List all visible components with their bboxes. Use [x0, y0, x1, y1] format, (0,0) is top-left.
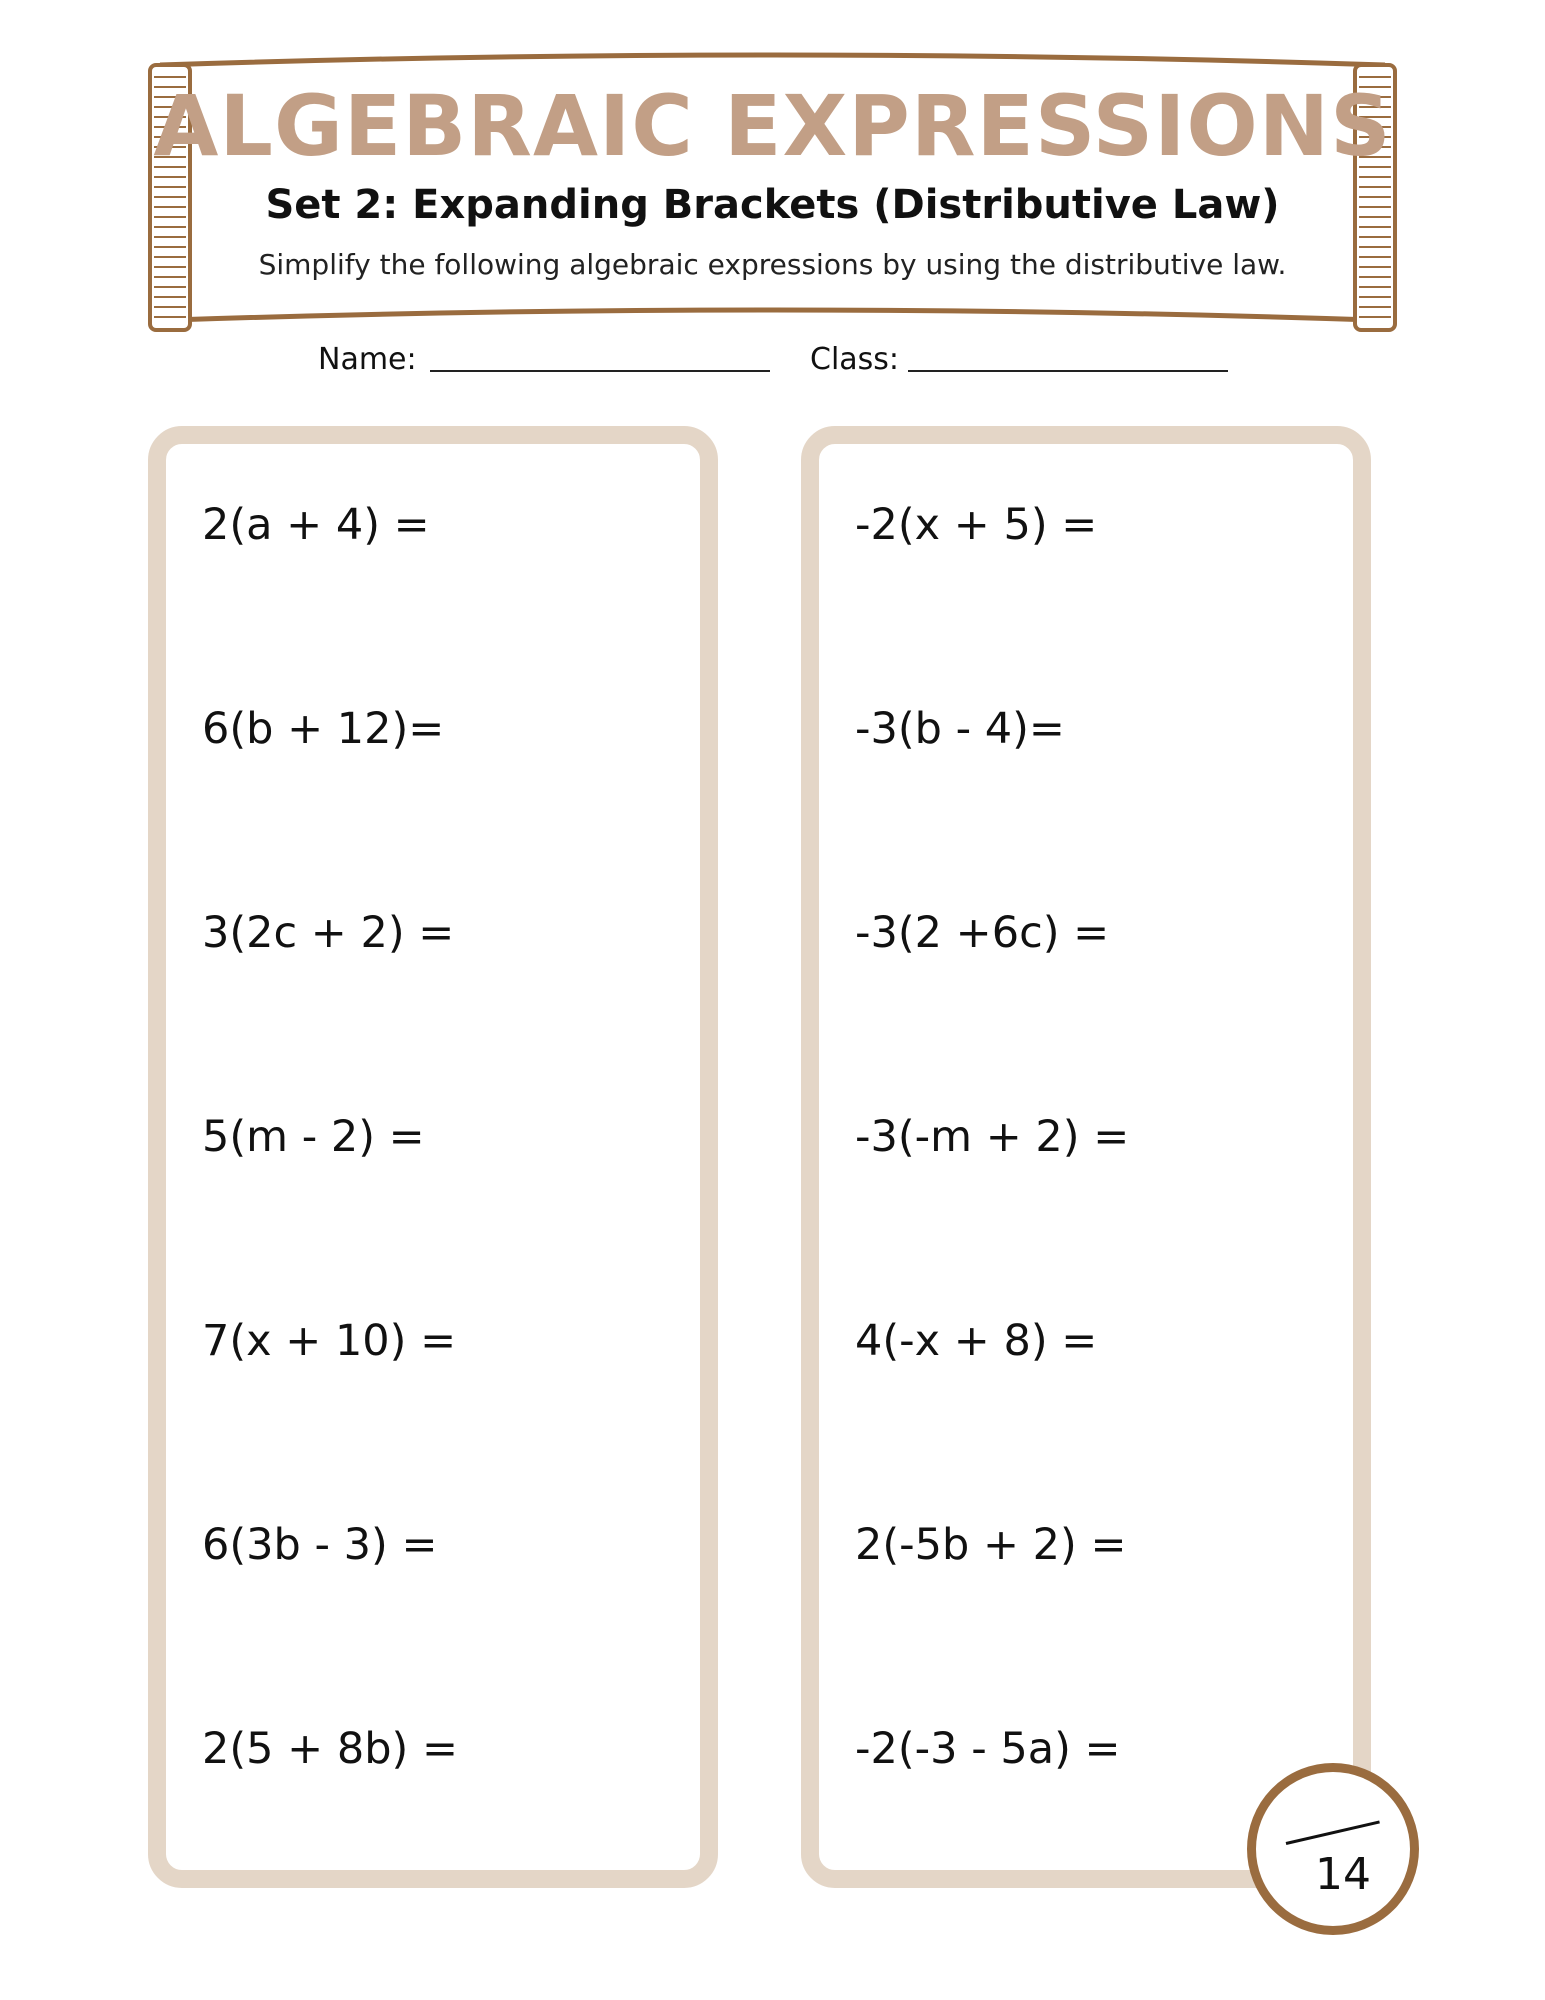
problem-13: 2(-5b + 2) = [855, 1520, 1127, 1570]
name-label: Name: [318, 342, 417, 377]
problem-1: 2(a + 4) = [202, 500, 430, 550]
problem-14: -2(-3 - 5a) = [855, 1724, 1121, 1774]
score-circle [1247, 1763, 1419, 1935]
page-title: ALGEBRAIC EXPRESSIONS [153, 77, 1392, 175]
right-problem-panel [801, 426, 1371, 1888]
instructions-text: Simplify the following algebraic expressions by using the distributive law. [258, 248, 1287, 281]
name-field[interactable] [430, 370, 770, 372]
class-field[interactable] [908, 370, 1228, 372]
problem-3: 3(2c + 2) = [202, 908, 455, 958]
left-problem-panel [148, 426, 718, 1888]
problem-8: -2(x + 5) = [855, 500, 1098, 550]
problem-2: 6(b + 12)= [202, 704, 445, 754]
problem-9: -3(b - 4)= [855, 704, 1065, 754]
problem-12: 4(-x + 8) = [855, 1316, 1098, 1366]
problem-7: 2(5 + 8b) = [202, 1724, 458, 1774]
page-subtitle: Set 2: Expanding Brackets (Distributive Law) [265, 182, 1280, 228]
problem-6: 6(3b - 3) = [202, 1520, 438, 1570]
class-label: Class: [810, 342, 900, 377]
problem-11: -3(-m + 2) = [855, 1112, 1130, 1162]
problem-4: 5(m - 2) = [202, 1112, 425, 1162]
problem-5: 7(x + 10) = [202, 1316, 457, 1366]
score-slash [1286, 1820, 1380, 1845]
problem-10: -3(2 +6c) = [855, 908, 1110, 958]
score-total: 14 [1315, 1849, 1371, 1900]
